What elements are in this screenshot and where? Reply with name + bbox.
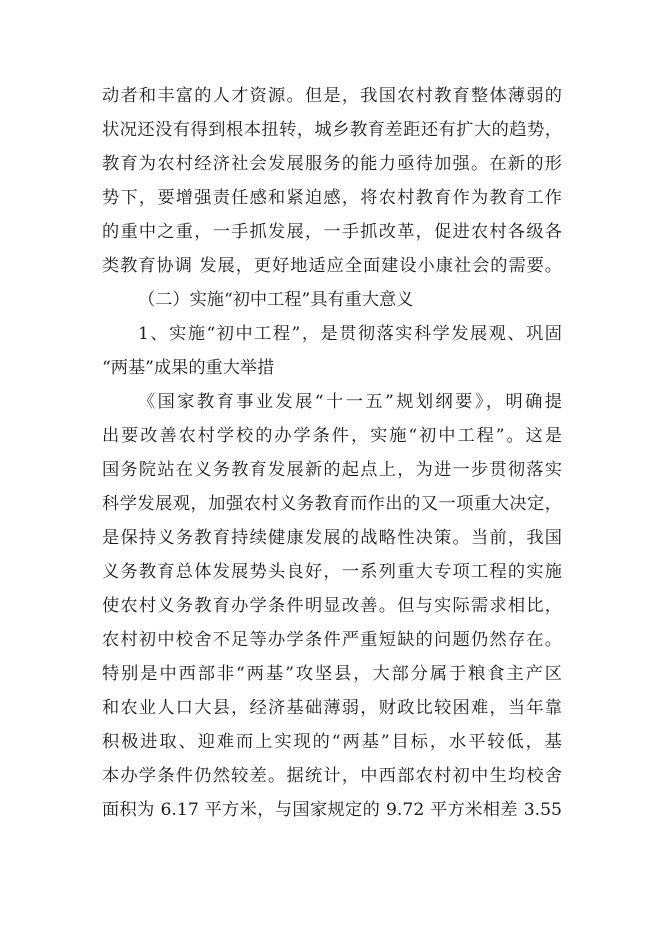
text-line: 势下，要增强责任感和紧迫感，将农村教育作为教育工作 bbox=[102, 188, 562, 208]
text-line: 的重中之重，一手抓发展，一手抓改革，促进农村各级各 bbox=[102, 222, 562, 242]
text-line: 使农村义务教育办学条件明显改善。但与实际需求相比， bbox=[102, 596, 562, 616]
text-line: 特别是中西部非“两基”攻坚县，大部分属于粮食主产区 bbox=[102, 664, 562, 684]
text-line: 《国家教育事业发展“十一五”规划纲要》，明确提 bbox=[138, 392, 562, 412]
text-line: 面积为 6.17 平方米，与国家规定的 9.72 平方米相差 3.55 bbox=[102, 800, 562, 820]
text-line: 类教育协调 发展，更好地适应全面建设小康社会的需要。 bbox=[102, 256, 562, 276]
text-line: 本办学条件仍然较差。据统计，中西部农村初中生均校舍 bbox=[102, 766, 562, 786]
text-line: 动者和丰富的人才资源。但是，我国农村教育整体薄弱的 bbox=[102, 86, 562, 106]
section-heading: （二）实施“初中工程”具有重大意义 bbox=[138, 290, 414, 310]
text-line: 状况还没有得到根本扭转，城乡教育差距还有扩大的趋势， bbox=[102, 120, 562, 140]
text-line: 是保持义务教育持续健康发展的战略性决策。当前，我国 bbox=[102, 528, 562, 548]
text-line: 义务教育总体发展势头良好，一系列重大专项工程的实施 bbox=[102, 562, 562, 582]
text-line: 出要改善农村学校的办学条件，实施“初中工程”。这是 bbox=[102, 426, 562, 446]
subsection-heading: 1、实施“初中工程”，是贯彻落实科学发展观、巩固 bbox=[138, 324, 562, 344]
text-line: 国务院站在义务教育发展新的起点上，为进一步贯彻落实 bbox=[102, 460, 562, 480]
text-line: 科学发展观，加强农村义务教育而作出的又一项重大决定， bbox=[102, 494, 562, 514]
subsection-heading-continued: “两基”成果的重大举措 bbox=[102, 358, 275, 378]
text-line: 和农业人口大县，经济基础薄弱，财政比较困难，当年靠 bbox=[102, 698, 562, 718]
text-line: 积极进取、迎难而上实现的“两基”目标，水平较低，基 bbox=[102, 732, 562, 752]
text-line: 农村初中校舍不足等办学条件严重短缺的问题仍然存在。 bbox=[102, 630, 562, 650]
text-line: 教育为农村经济社会发展服务的能力亟待加强。在新的形 bbox=[102, 154, 562, 174]
